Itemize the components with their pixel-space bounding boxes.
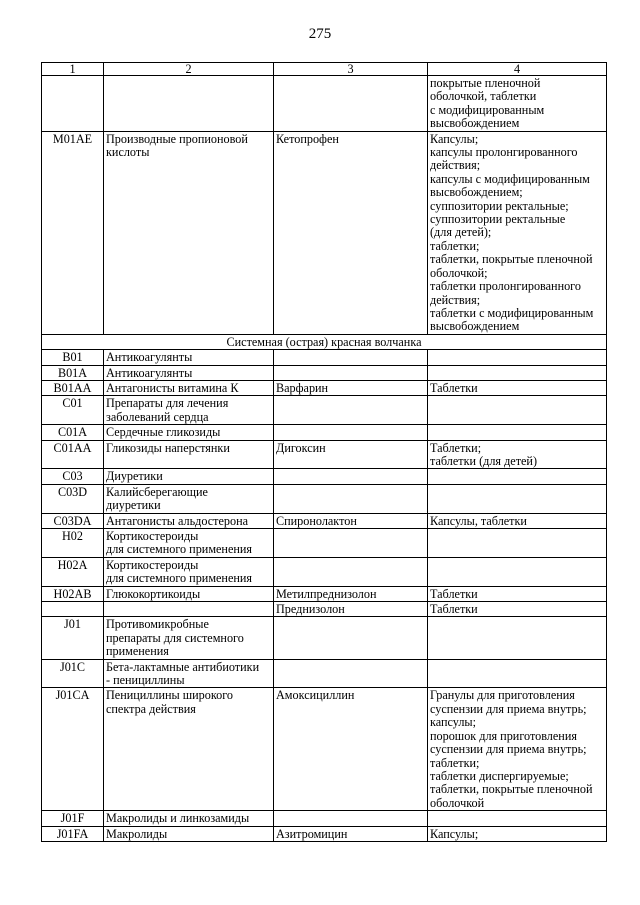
group-name-cell: Антагонисты альдостерона [104, 513, 274, 528]
table-row [42, 380, 607, 395]
group-name-cell: Противомикробные препараты для системного применения [104, 617, 274, 659]
group-name-cell: Пенициллины широкого спектра действия [104, 688, 274, 811]
dosage-form-cell [428, 659, 607, 688]
atc-code-cell: J01CA [42, 688, 104, 811]
table-row [42, 484, 607, 513]
drug-name-cell [274, 529, 428, 558]
drug-name-cell: Спиронолактон [274, 513, 428, 528]
table-row [42, 617, 607, 659]
drug-name-cell [274, 396, 428, 425]
drug-name-cell: Дигоксин [274, 440, 428, 469]
group-name-cell: Макролиды [104, 826, 274, 841]
atc-code-cell [42, 76, 104, 132]
atc-code-cell: C01A [42, 425, 104, 440]
group-name-cell: Препараты для лечения заболеваний сердца [104, 396, 274, 425]
page-number: 275 [308, 26, 332, 42]
atc-code-cell: J01F [42, 811, 104, 826]
atc-code-cell [42, 602, 104, 617]
atc-code-cell: J01C [42, 659, 104, 688]
atc-code-cell: M01AE [42, 131, 104, 334]
group-name-cell: Антагонисты витамина К [104, 380, 274, 395]
group-name-cell: Макролиды и линкозамиды [104, 811, 274, 826]
drug-name-cell [274, 617, 428, 659]
drug-name-cell: Преднизолон [274, 602, 428, 617]
section-row [42, 334, 607, 349]
table-row [42, 811, 607, 826]
drug-name-cell [274, 469, 428, 484]
table-row [42, 513, 607, 528]
column-header: 2 [104, 63, 274, 76]
drug-name-cell: Варфарин [274, 380, 428, 395]
group-name-cell: Антикоагулянты [104, 350, 274, 365]
drug-name-cell: Амоксициллин [274, 688, 428, 811]
atc-code-cell: B01 [42, 350, 104, 365]
group-name-cell: Кортикостероиды для системного применения [104, 557, 274, 586]
drug-name-cell [274, 557, 428, 586]
column-header: 1 [42, 63, 104, 76]
group-name-cell [104, 76, 274, 132]
dosage-form-cell [428, 617, 607, 659]
atc-code-cell: C01AA [42, 440, 104, 469]
table-row [42, 529, 607, 558]
atc-code-cell: J01 [42, 617, 104, 659]
dosage-form-cell: Гранулы для приготовления суспензии для приема внутрь; капсулы; порошок для приготовления суспензии для приема внутрь; таблетки; таблетки диспергируемые; таблетки, покрытые пленочной оболочкой [428, 688, 607, 811]
group-name-cell: Антикоагулянты [104, 365, 274, 380]
table-row [42, 440, 607, 469]
table-row [42, 826, 607, 841]
atc-code-cell: C01 [42, 396, 104, 425]
table-row [42, 131, 607, 334]
dosage-form-cell [428, 396, 607, 425]
dosage-form-cell: Таблетки; таблетки (для детей) [428, 440, 607, 469]
dosage-form-cell: Капсулы, таблетки [428, 513, 607, 528]
table-row [42, 469, 607, 484]
dosage-form-cell: Таблетки [428, 586, 607, 601]
dosage-form-cell [428, 529, 607, 558]
table-row [42, 365, 607, 380]
table-row [42, 659, 607, 688]
table-row [42, 425, 607, 440]
table-row [42, 602, 607, 617]
drug-name-cell [274, 811, 428, 826]
dosage-form-cell [428, 557, 607, 586]
dosage-form-cell [428, 811, 607, 826]
drug-name-cell [274, 659, 428, 688]
table-row [42, 557, 607, 586]
drug-name-cell: Кетопрофен [274, 131, 428, 334]
table-row [42, 76, 607, 132]
atc-code-cell: B01AA [42, 380, 104, 395]
section-title: Системная (острая) красная волчанка [42, 334, 607, 349]
drug-name-cell [274, 484, 428, 513]
drug-table-body [42, 63, 607, 842]
table-row [42, 586, 607, 601]
dosage-form-cell: Таблетки [428, 602, 607, 617]
group-name-cell: Производные пропионовой кислоты [104, 131, 274, 334]
group-name-cell: Калийсберегающие диуретики [104, 484, 274, 513]
table-header-row [42, 63, 607, 76]
atc-code-cell: B01A [42, 365, 104, 380]
group-name-cell: Сердечные гликозиды [104, 425, 274, 440]
drug-name-cell: Метилпреднизолон [274, 586, 428, 601]
atc-code-cell: C03DA [42, 513, 104, 528]
dosage-form-cell [428, 365, 607, 380]
drug-name-cell [274, 425, 428, 440]
dosage-form-cell: Капсулы; капсулы пролонгированного действия; капсулы с модифицированным высвобождением; суппозитории ректальные; суппозитории ректальные (для детей); таблетки; таблетки, покрытые пленочной оболочкой; таблетки пролонгированного действия; таблетки с модифицированным высвобождением [428, 131, 607, 334]
column-header: 3 [274, 63, 428, 76]
atc-code-cell: J01FA [42, 826, 104, 841]
atc-code-cell: C03 [42, 469, 104, 484]
drug-name-cell [274, 350, 428, 365]
dosage-form-cell [428, 484, 607, 513]
atc-code-cell: H02 [42, 529, 104, 558]
drug-name-cell: Азитромицин [274, 826, 428, 841]
atc-code-cell: H02A [42, 557, 104, 586]
dosage-form-cell: Таблетки [428, 380, 607, 395]
group-name-cell [104, 602, 274, 617]
group-name-cell: Кортикостероиды для системного применения [104, 529, 274, 558]
table-row [42, 396, 607, 425]
table-row [42, 688, 607, 811]
atc-code-cell: H02AB [42, 586, 104, 601]
dosage-form-cell [428, 425, 607, 440]
dosage-form-cell [428, 350, 607, 365]
dosage-form-cell [428, 469, 607, 484]
group-name-cell: Глюкокортикоиды [104, 586, 274, 601]
group-name-cell: Бета-лактамные антибиотики - пенициллины [104, 659, 274, 688]
atc-code-cell: C03D [42, 484, 104, 513]
group-name-cell: Диуретики [104, 469, 274, 484]
group-name-cell: Гликозиды наперстянки [104, 440, 274, 469]
dosage-form-cell: покрытые пленочной оболочкой, таблетки с модифицированным высвобождением [428, 76, 607, 132]
drug-table [41, 62, 607, 842]
dosage-form-cell: Капсулы; [428, 826, 607, 841]
table-row [42, 350, 607, 365]
drug-name-cell [274, 76, 428, 132]
drug-name-cell [274, 365, 428, 380]
column-header: 4 [428, 63, 607, 76]
